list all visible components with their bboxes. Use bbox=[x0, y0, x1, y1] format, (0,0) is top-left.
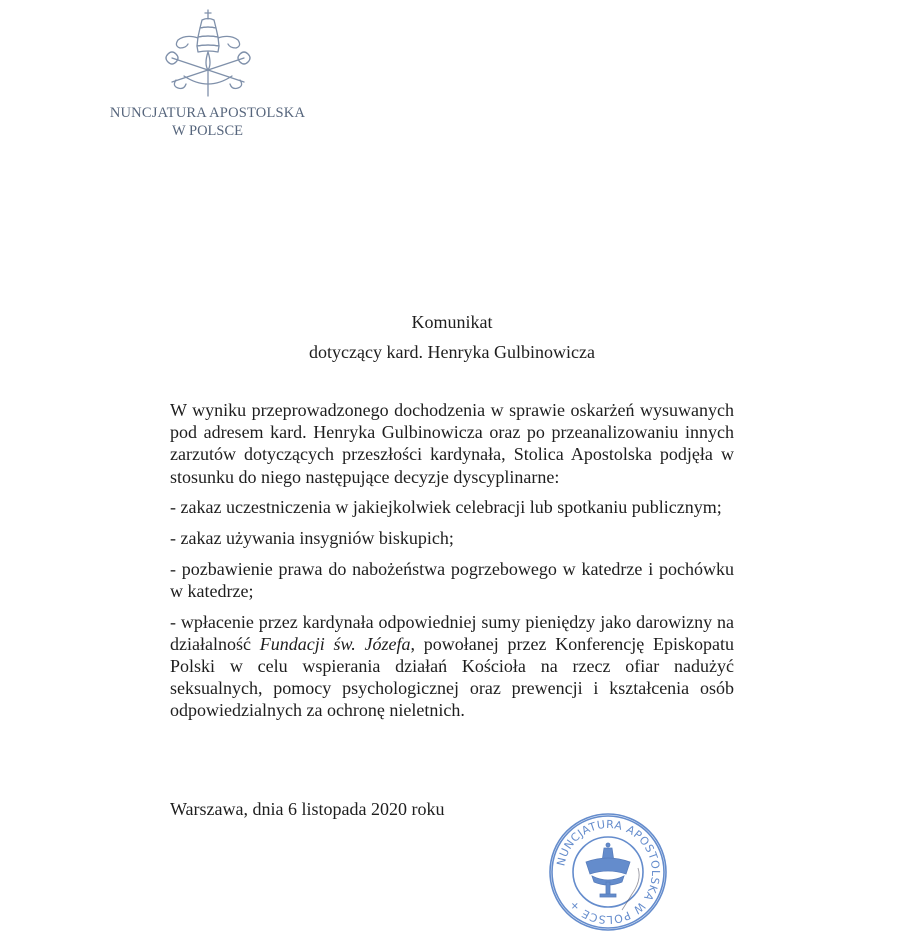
decision-item: - zakaz uczestniczenia w jakiejkolwiek celebracji lub spotkaniu publicznym; bbox=[170, 497, 722, 518]
letterhead bbox=[100, 8, 315, 140]
foundation-name: Fundacji św. Józefa bbox=[259, 633, 411, 654]
org-name: NUNCJATURA APOSTOLSKA bbox=[109, 105, 306, 121]
papal-coat-of-arms-icon bbox=[586, 843, 630, 897]
document-subtitle: dotyczący kard. Henryka Gulbinowicza bbox=[309, 342, 595, 362]
decision-item: - pozbawienie prawa do nabożeństwa pogrzebowego w katedrze i pochówku w katedrze; bbox=[170, 558, 734, 601]
decision-item: - zakaz używania insygniów biskupich; bbox=[170, 528, 454, 549]
document-title: Komunikat bbox=[411, 312, 493, 332]
decision-item-donation bbox=[170, 611, 734, 722]
title-block bbox=[0, 311, 904, 363]
document-body bbox=[170, 399, 734, 722]
official-stamp bbox=[546, 810, 670, 934]
stamp-ring bbox=[550, 814, 666, 930]
date-line: Warszawa, dnia 6 listopada 2020 roku bbox=[170, 799, 445, 819]
stamp-text-path: NUNCJATURA APOSTOLSKA W POLSCE + bbox=[554, 817, 663, 927]
papal-coat-of-arms-icon bbox=[158, 8, 258, 100]
intro-paragraph: W wyniku przeprowadzonego dochodzenia w sprawie oskarżeń wysuwanych pod adresem kard. Henryka Gulbinowicza oraz po przeanalizowaniu innych zarzutów dotyczących przeszłości kardynała, Stolica Apostolska podjęła w stosunku do niego następujące decyzje dyscyplinarne: bbox=[170, 400, 734, 487]
stamp-text bbox=[554, 818, 662, 926]
org-location: W POLSCE bbox=[171, 123, 244, 139]
donation-text-start: - wpłacenie przez kardynała odpowiedniej sumy pieniędzy jako darowizny na działalność bbox=[170, 611, 734, 654]
donation-text-end: , powołanej przez Konferencję Episkopatu Polski w celu wspierania działań Kościoła na rzecz ofiar nadużyć seksualnych, pomocy psychologicznej oraz prewencji i kształcenia osób odpowiedzialnych za ochronę nieletnich. bbox=[170, 633, 734, 721]
